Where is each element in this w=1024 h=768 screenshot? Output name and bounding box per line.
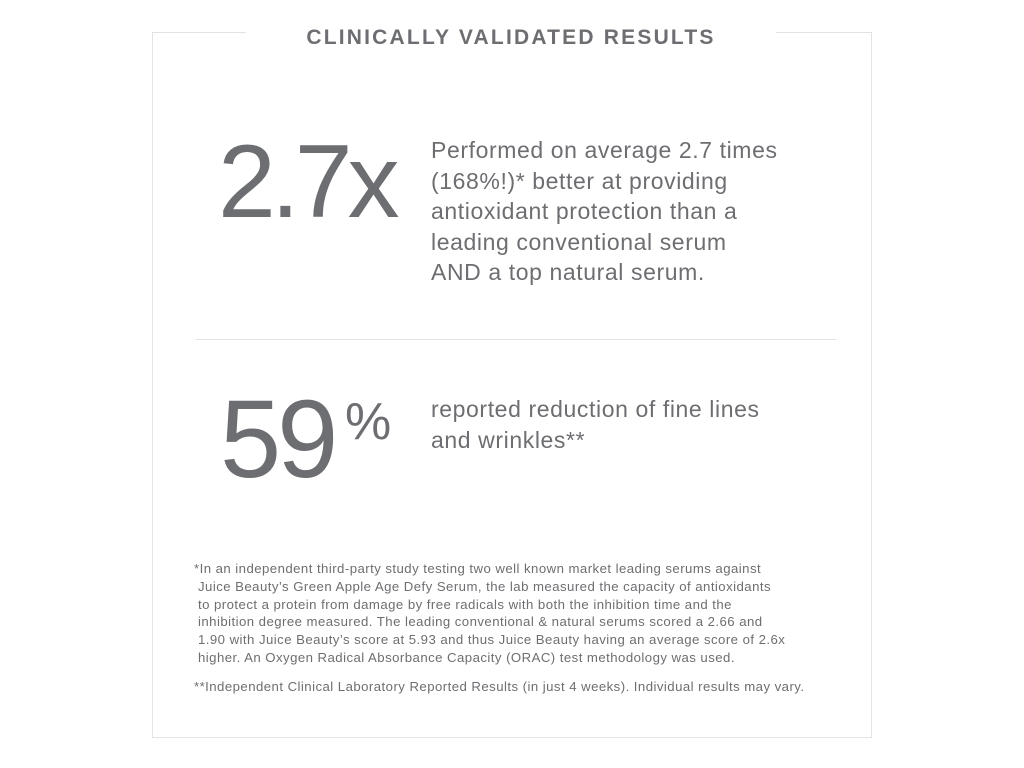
stat-wrinkles-value: 59 [220, 378, 335, 501]
footnote-study-line: Juice Beauty’s Green Apple Age Defy Serum, the lab measured the capacity of antioxidants [198, 578, 772, 594]
stat-antioxidant-description [431, 135, 831, 288]
stat-antioxidant-description-line: Performed on average 2.7 times [431, 137, 778, 163]
footnote-study [194, 560, 834, 667]
stat-antioxidant-description-line: antioxidant protection than a [431, 198, 738, 224]
section-divider [196, 339, 836, 340]
footnote-study-line: 1.90 with Juice Beauty’s score at 5.93 and thus Juice Beauty having an average score of 2.6x [198, 632, 786, 648]
stat-antioxidant-description-line: leading conventional serum [431, 228, 727, 255]
stat-wrinkles-description-line: reported reduction of fine lines [431, 396, 760, 422]
footnote-study-line: *In an independent third-party study testing two well known market leading serums against [194, 561, 762, 576]
stat-wrinkles-unit: % [345, 393, 392, 451]
stat-wrinkles-description-line: and wrinkles** [431, 426, 586, 453]
footnote-clinical: **Independent Clinical Laboratory Reported Results (in just 4 weeks). Individual results may vary. [194, 679, 805, 694]
stat-antioxidant-description-line: (168%!)* better at providing [431, 167, 728, 194]
footnote-study-line: to protect a protein from damage by free radicals with both the inhibition time and the [198, 596, 732, 612]
stat-antioxidant-value: 2.7x [218, 124, 395, 240]
footnote-study-line: inhibition degree measured. The leading conventional & natural serums scored a 2.66 and [198, 614, 763, 630]
stat-wrinkles-description [431, 394, 831, 455]
footnote-study-line: higher. An Oxygen Radical Absorbance Capacity (ORAC) test methodology was used. [198, 649, 735, 665]
stat-antioxidant-description-line: AND a top natural serum. [431, 259, 705, 285]
section-heading: CLINICALLY VALIDATED RESULTS [246, 18, 776, 58]
